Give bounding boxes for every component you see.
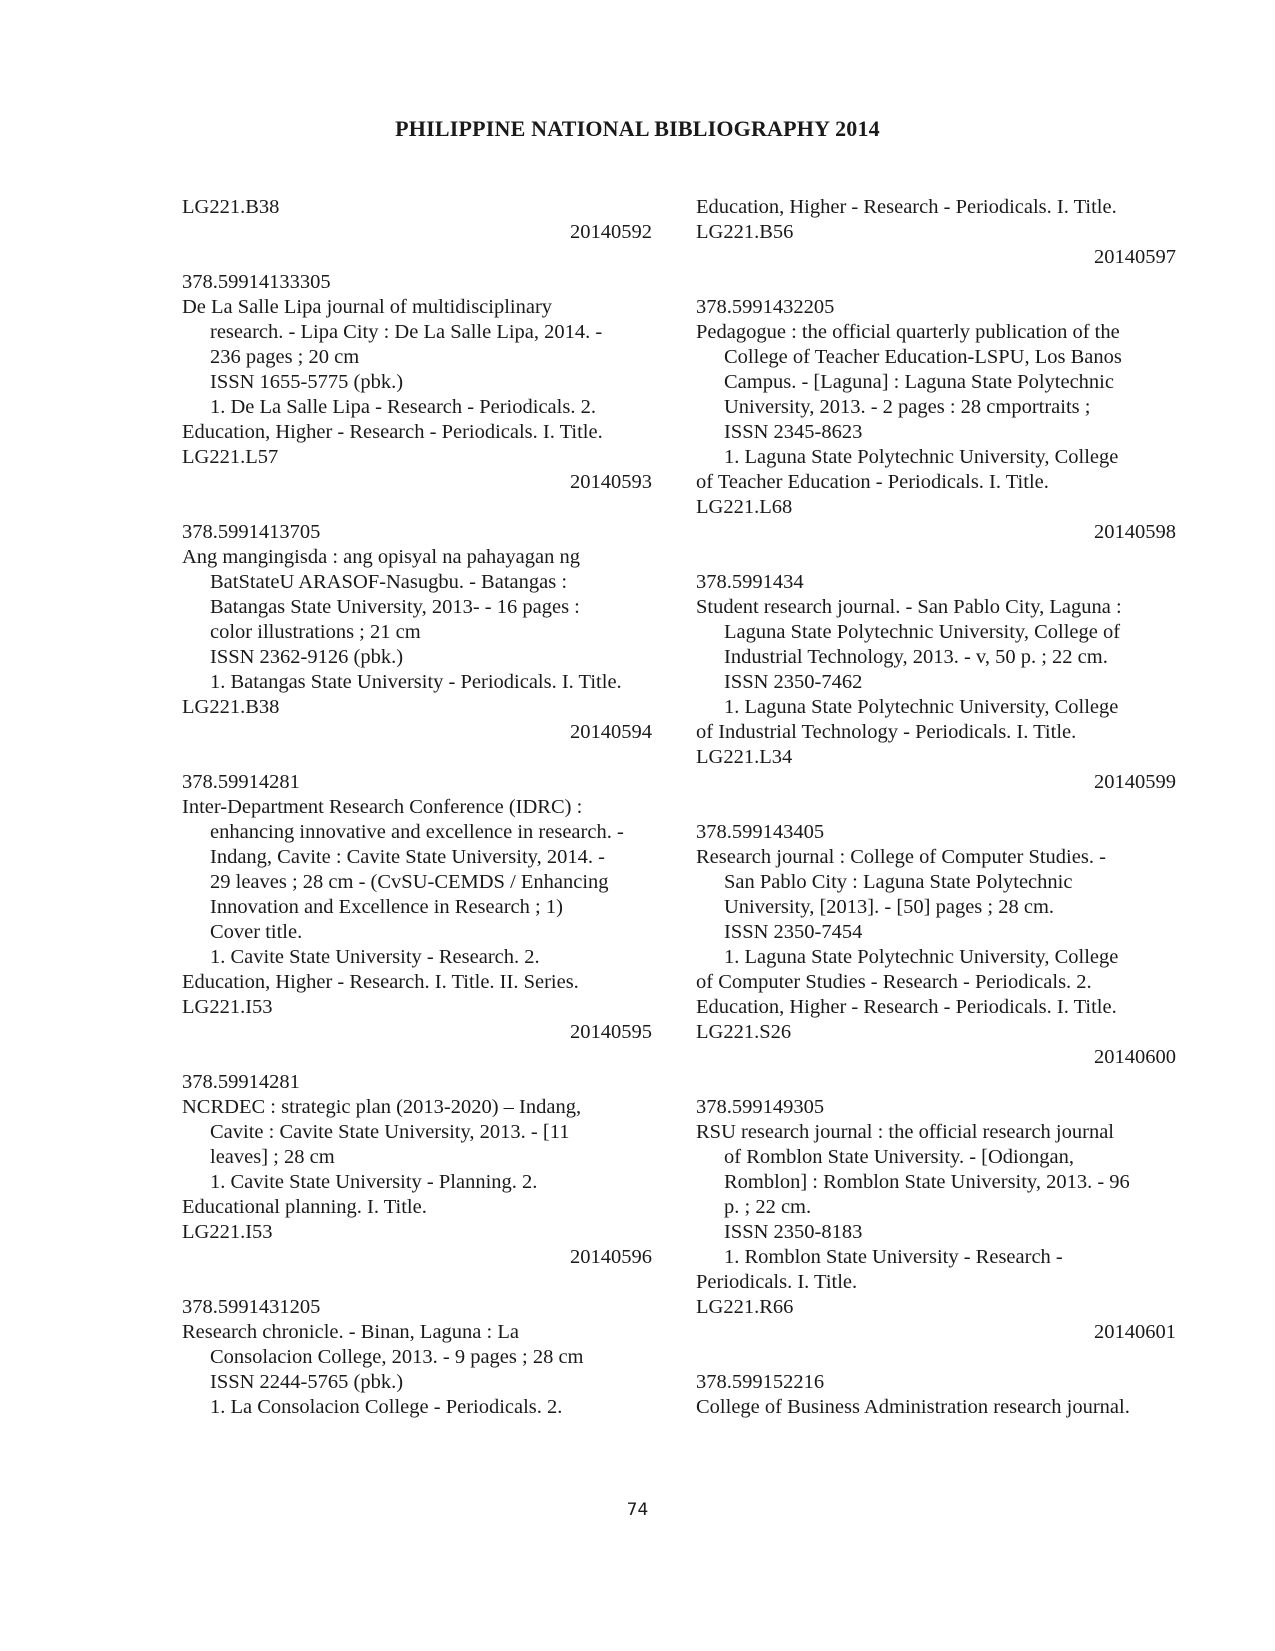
entry-line: Campus. - [Laguna] : Laguna State Polytechnic	[724, 371, 1114, 393]
entry-line: Innovation and Excellence in Research ; 1)	[210, 896, 563, 918]
entry-line: ISSN 2362-9126 (pbk.)	[210, 646, 404, 668]
entry-line: LG221.B38	[182, 196, 280, 218]
spacer	[182, 745, 652, 770]
entry-line: Education, Higher - Research - Periodicals. I. Title.	[696, 196, 1117, 218]
entry-line: 378.59914133305	[182, 271, 331, 293]
left-column	[182, 195, 652, 1420]
entry-line: ISSN 1655-5775 (pbk.)	[210, 371, 404, 393]
accession-number: 20140601	[1094, 1321, 1176, 1343]
accession-number: 20140598	[1094, 521, 1176, 543]
entry-line: 378.5991413705	[182, 521, 321, 543]
entry-line: 1. Batangas State University - Periodicals. I. Title.	[210, 671, 622, 693]
entry-line: 1. Laguna State Polytechnic University, College	[724, 946, 1119, 968]
entry-line: 29 leaves ; 28 cm - (CvSU-CEMDS / Enhancing	[210, 871, 609, 893]
entry-line: 1. De La Salle Lipa - Research - Periodicals. 2.	[210, 396, 596, 418]
entry-line: Research journal : College of Computer Studies. -	[696, 846, 1106, 868]
entry-line: Pedagogue : the official quarterly publication of the	[696, 321, 1120, 343]
entry-line: 378.59914281	[182, 1071, 300, 1093]
accession-number: 20140593	[570, 471, 652, 493]
right-column	[696, 195, 1176, 1420]
entry-line: San Pablo City : Laguna State Polytechnic	[724, 871, 1073, 893]
entry-line: leaves] ; 28 cm	[210, 1146, 335, 1168]
entry-line: enhancing innovative and excellence in research. -	[210, 821, 624, 843]
accession-number: 20140595	[570, 1021, 652, 1043]
entry-line: Education, Higher - Research. I. Title. II. Series.	[182, 971, 579, 993]
entry-line: Industrial Technology, 2013. - v, 50 p. ; 22 cm.	[724, 646, 1108, 668]
entry-line: ISSN 2345-8623	[724, 421, 863, 443]
entry-line: BatStateU ARASOF-Nasugbu. - Batangas :	[210, 571, 568, 593]
spacer	[696, 270, 1176, 295]
entry-line: 378.5991431205	[182, 1296, 321, 1318]
entry-line: College of Business Administration research journal.	[696, 1396, 1130, 1418]
entry-line: 378.599143405	[696, 821, 825, 843]
entry-line: ISSN 2350-7462	[724, 671, 863, 693]
entry-line: Research chronicle. - Binan, Laguna : La	[182, 1321, 519, 1343]
accession-number: 20140599	[1094, 771, 1176, 793]
accession-number: 20140596	[570, 1246, 652, 1268]
entry-line: Cover title.	[210, 921, 303, 943]
entry-line: 1. Cavite State University - Planning. 2.	[210, 1171, 538, 1193]
entry-line: LG221.L34	[696, 746, 793, 768]
entry-line: College of Teacher Education-LSPU, Los Banos	[724, 346, 1122, 368]
entry-line: Inter-Department Research Conference (IDRC) :	[182, 796, 583, 818]
entry-line: ISSN 2244-5765 (pbk.)	[210, 1371, 404, 1393]
entry-line: University, 2013. - 2 pages : 28 cmportraits ;	[724, 396, 1091, 418]
entry-line: Education, Higher - Research - Periodicals. I. Title.	[182, 421, 603, 443]
entry-line: 1. Romblon State University - Research -	[724, 1246, 1063, 1268]
entry-line: Indang, Cavite : Cavite State University, 2014. -	[210, 846, 605, 868]
spacer	[182, 245, 652, 270]
entry-line: Education, Higher - Research - Periodicals. I. Title.	[696, 996, 1117, 1018]
spacer	[696, 795, 1176, 820]
entry-line: Laguna State Polytechnic University, College of	[724, 621, 1121, 643]
entry-line: ISSN 2350-7454	[724, 921, 863, 943]
accession-number: 20140600	[1094, 1046, 1176, 1068]
entry-line: LG221.I53	[182, 1221, 273, 1243]
entry-line: 236 pages ; 20 cm	[210, 346, 360, 368]
entry-line: LG221.B38	[182, 696, 280, 718]
entry-line: Educational planning. I. Title.	[182, 1196, 427, 1218]
entry-line: color illustrations ; 21 cm	[210, 621, 421, 643]
spacer	[182, 1045, 652, 1070]
spacer	[182, 1270, 652, 1295]
entry-line: 378.599149305	[696, 1096, 825, 1118]
entry-line: LG221.I53	[182, 996, 273, 1018]
entry-line: LG221.B56	[696, 221, 794, 243]
accession-number: 20140592	[570, 221, 652, 243]
entry-line: ISSN 2350-8183	[724, 1221, 863, 1243]
entry-line: University, [2013]. - [50] pages ; 28 cm.	[724, 896, 1055, 918]
entry-line: 1. Cavite State University - Research. 2.	[210, 946, 540, 968]
entry-line: Batangas State University, 2013- - 16 pages :	[210, 596, 580, 618]
entry-line: Periodicals. I. Title.	[696, 1271, 858, 1293]
entry-line: Consolacion College, 2013. - 9 pages ; 28 cm	[210, 1346, 584, 1368]
entry-line: 378.59914281	[182, 771, 300, 793]
entry-line: LG221.S26	[696, 1021, 792, 1043]
entry-line: 378.599152216	[696, 1371, 825, 1393]
spacer	[182, 495, 652, 520]
entry-line: LG221.L68	[696, 496, 793, 518]
entry-line: NCRDEC : strategic plan (2013-2020) – Indang,	[182, 1096, 582, 1118]
entry-line: 1. La Consolacion College - Periodicals. 2.	[210, 1396, 563, 1418]
entry-line: LG221.R66	[696, 1296, 794, 1318]
entry-line: Ang mangingisda : ang opisyal na pahayagan ng	[182, 546, 580, 568]
entry-line: p. ; 22 cm.	[724, 1196, 812, 1218]
entry-line: of Industrial Technology - Periodicals. I. Title.	[696, 721, 1077, 743]
page-title: PHILIPPINE NATIONAL BIBLIOGRAPHY 2014	[395, 116, 880, 141]
entry-line: 378.5991432205	[696, 296, 835, 318]
entry-line: of Romblon State University. - [Odiongan,	[724, 1146, 1074, 1168]
entry-line: Student research journal. - San Pablo City, Laguna :	[696, 596, 1122, 618]
entry-line: of Teacher Education - Periodicals. I. Title.	[696, 471, 1049, 493]
spacer	[696, 545, 1176, 570]
entry-line: RSU research journal : the official research journal	[696, 1121, 1114, 1143]
accession-number: 20140594	[570, 721, 652, 743]
entry-line: of Computer Studies - Research - Periodicals. 2.	[696, 971, 1092, 993]
accession-number: 20140597	[1094, 246, 1176, 268]
page-number: 74	[626, 1500, 649, 1520]
entry-line: research. - Lipa City : De La Salle Lipa, 2014. -	[210, 321, 603, 343]
entry-line: 1. Laguna State Polytechnic University, College	[724, 446, 1119, 468]
entry-line: Cavite : Cavite State University, 2013. - [11	[210, 1121, 570, 1143]
entry-line: De La Salle Lipa journal of multidisciplinary	[182, 296, 553, 318]
entry-line: Romblon] : Romblon State University, 2013. - 96	[724, 1171, 1130, 1193]
entry-line: LG221.L57	[182, 446, 279, 468]
entry-line: 378.5991434	[696, 571, 804, 593]
spacer	[696, 1345, 1176, 1370]
entry-line: 1. Laguna State Polytechnic University, College	[724, 696, 1119, 718]
spacer	[696, 1070, 1176, 1095]
